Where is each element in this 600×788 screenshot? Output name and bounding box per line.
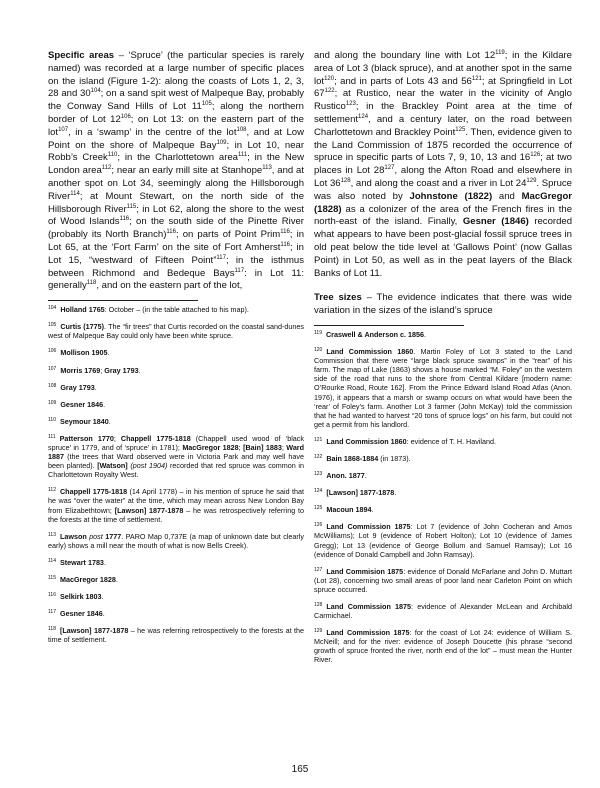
footnote: $^{106}$ Mollison 1905.: [48, 348, 110, 358]
footnote: $^{129}$ Land Commission 1875: for the coast of Lot 24: evidence of William S. McNeill; and for the river: evidence of Joseph Doucette (his phrase “second growth of spruce fronted the river, north end of the lot” – must mean the Hunter River.: [314, 628, 572, 665]
right-footnotes: [314, 330, 572, 665]
page-number: 165: [291, 764, 309, 775]
footnote-number: 125: [314, 505, 323, 512]
footnote: $^{114}$ Stewart 1783.: [48, 557, 106, 567]
footnote: $^{121}$ Land Commission 1860: evidence of T. H. Haviland.: [314, 436, 496, 446]
footnote: $^{125}$ Macoun 1894.: [314, 505, 374, 515]
footnote: $^{115}$ MacGregor 1828.: [48, 575, 118, 585]
footnote: $^{128}$ Land Commission 1875: evidence of Alexander McLean and Archibald Carmichael.: [314, 602, 572, 621]
footnote-number: 129: [314, 628, 323, 635]
footnote-number: 128: [314, 602, 323, 608]
left-column: [48, 50, 304, 652]
footnote: $^{119}$ Craswell & Anderson c. 1856.: [314, 329, 426, 339]
footnote-number: 106: [48, 348, 57, 355]
footnote: $^{120}$ Land Commission 1860. Martin Foley of Lot 3 stated to the Land Commission that there were “large black spruce swamps” in the “rear” of his farm. The map of Lake (1863) shows a house marked “M. Foley” on the western side of the road that runs to the shore from Central Kildare [modern name: O’Rourke Road, Route 162]. From the Prince Edward Island Road Atlas (Anon. 1976), it appears that a marsh or swamp occurs on what would have been the ‘rear’ of Foley’s farm. Another Lot 3 farmer (John McKay) told the commission that he had wanted to harvest “20 tons of spruce logs” on his farm, but could not get a permit from his landlord.: [314, 347, 572, 429]
footnote: $^{122}$ Bain 1868-1884 (in 1873).: [314, 453, 411, 463]
footnote-number: 124: [314, 488, 323, 495]
right-column: [314, 50, 572, 673]
footnote-number: 121: [314, 436, 323, 443]
footnote-number: 112: [48, 487, 56, 494]
footnote-number: 111: [48, 433, 56, 440]
right-body-text-2: Tree sizes – The evidence indicates that there was wide variation in the sizes of the island’s spruce: [314, 292, 572, 317]
footnote: $^{126}$ Land Commission 1875: Lot 7 (evidence of John Cocheran and Amos McWilliams); Lot 9 (evidence of Robert Holton); Lot 10 (evidence of James Gregg); Lot 13 (evidence of George Bollum and Samuel Ramsay); Lot 16 (evidence of Donald Campbell and John Ramsay).: [314, 522, 572, 559]
footnote-number: 119: [314, 329, 322, 336]
footnote: $^{110}$ Seymour 1840.: [48, 416, 111, 426]
footnote: $^{105}$ Curtis (1775). The “fir trees” that Curtis recorded on the coastal sand-dunes west of Malpeque Bay could only have been white spruce.: [48, 322, 305, 341]
footnote-number: 117: [48, 609, 56, 616]
footnote: $^{108}$ Gray 1793.: [48, 382, 97, 392]
footnote: $^{117}$ Gesner 1846.: [48, 609, 105, 619]
footnote: $^{112}$ Chappell 1775-1818 (14 April 1778) – in his mention of spruce he said that he was “over the water” at the time, which may mean across New London Bay from Elizabethtown; [Lawson] 1877-1878 – he was retrospectively referring to the forests at the time of settlement.: [48, 487, 304, 524]
footnote-number: 127: [314, 566, 323, 573]
footnote-number: 115: [48, 575, 56, 582]
footnote: $^{116}$ Selkirk 1803.: [48, 592, 104, 602]
footnote: $^{113}$ Lawson post 1777. PARO Map 0,737E (a map of unknown date but clearly early) shows a mill near the mouth of what is now Bells Creek).: [48, 531, 305, 550]
footnote-number: 107: [48, 365, 57, 372]
footnote-number: 108: [48, 382, 57, 389]
footnote: $^{109}$ Gesner 1846.: [48, 399, 106, 409]
footnote-number: 118: [48, 626, 56, 633]
footnote: $^{123}$ Anon. 1877.: [314, 471, 367, 481]
right-body-text-1: and along the boundary line with Lot $12^{119}$; in the Kildare area of Lot 3 (black spruce), and at another spot in the same lot$^{120}$; and in parts of Lots 43 and $56^{121}$; at Springfield in Lot $67^{122}$; at Rustico, near the water in the vicinity of Anglo Rustico$^{123}$; in the Brackley Point area at the time of settlement$^{124}$, and a century later, on the road between Charlottetown and Brackley Point$^{125}$. Then, evidence given to the Land Commission of 1875 recorded the occurrence of spruce in specific parts of Lots 7, 9, 10, 13 and $16^{126}$; at two places in Lot $28^{127}$, along the Afton Road and elsewhere in Lot $36^{128}$, and along the coast and a river in Lot $24^{129}$. Spruce was also noted by Johnstone (1822) and MacGregor (1828) as a colonizer of the area of the French fires in the north-east of the island. Finally, Gesner (1846) recorded what appears to have been post-glacial fossil spruce trees in old peat below the tide level at ‘Gallows Point’ (now Gallas Point) in Lot 50, as well as in the peat layers of the Black Banks of Lot 11.: [314, 50, 573, 279]
footnote-number: 104: [48, 305, 57, 312]
footnote-number: 105: [48, 322, 57, 329]
footnote: $^{124}$ [Lawson] 1877-1878.: [314, 488, 397, 498]
footnote: $^{111}$ Patterson 1770; Chappell 1775-1818 (Chappell used wood of ‘black spruce’ in 1779, and of ‘spruce’ in 1781); MacGregor 1828; [Bain] 1883; Ward 1887 (the trees that Ward observed were in Victoria Park and may well have been planted). [Watson] (post 1904) recorded that red spruce was common in Charlottetown Royalty West.: [48, 433, 305, 480]
footnote-number: 126: [314, 522, 323, 529]
left-footnotes: [48, 305, 304, 644]
footnote-number: 123: [314, 471, 323, 478]
footnote-number: 110: [48, 416, 56, 423]
footnote-divider-right: [314, 325, 464, 326]
footnote: $^{118}$ [Lawson] 1877-1878 – he was referring retrospectively to the forests at the time of settlement.: [48, 626, 304, 645]
footnote-number: 109: [48, 399, 57, 406]
footnote: $^{104}$ Holland 1765: October – (in the table attached to his map).: [48, 305, 249, 315]
footnote-number: 113: [48, 531, 56, 538]
footnote: $^{127}$ Land Commision 1875: evidence of Donald McFarlane and John D. Muttart (Lot 28), concerning two small areas of poor land near Carleton Point on which spruce occurred.: [314, 566, 572, 594]
footnote: $^{107}$ Morris 1769; Gray 1793.: [48, 365, 141, 375]
footnote-number: 116: [48, 592, 56, 599]
left-body-text: Specific areas – ‘Spruce’ (the particular species is rarely named) was recorded at a large number of specific places on the island (Figure 1-2): along the coasts of Lots 1, 2, 3, 28 and $30^{104}$; on a sand spit west of Malpeque Bay, probably the Conway Sand Hills of Lot $11^{105}$; along the northern border of Lot $12^{106}$; on Lot 13: on the eastern part of the lot$^{107}$, in a ‘swamp’ in the centre of the lot$^{108}$, and at Low Point on the shore of Malpeque Bay$^{109}$; in Lot 10, near Robb’s Creek$^{110}$; in the Charlottetown area$^{111}$; in the New London area$^{112}$; near an early mill site at Stanhope$^{113}$, and at another spot on Lot 34, seemingly along the Hillsborough River$^{114}$; at Mount Stewart, on the north side of the Hillsborough River$^{115}$; in Lot 62, along the shore to the west of Wood Islands$^{116}$; on the south side of the Pinette River (probably its North Branch)$^{116}$; on parts of Point Prim$^{116}$; in Lot 65, at the ‘Fort Farm’ on the site of Fort Amherst$^{116}$; in Lot 15, “westward of Fifteen Point”$^{117}$; in the isthmus between Richmond and Bedeque Bays$^{117}$: in Lot 11: generally$^{118}$, and on the eastern part of the lot,: [48, 50, 305, 292]
footnote-number: 114: [48, 557, 56, 564]
footnote-number: 122: [314, 453, 323, 460]
footnote-divider-left: [48, 300, 198, 301]
footnote-number: 120: [314, 347, 323, 354]
